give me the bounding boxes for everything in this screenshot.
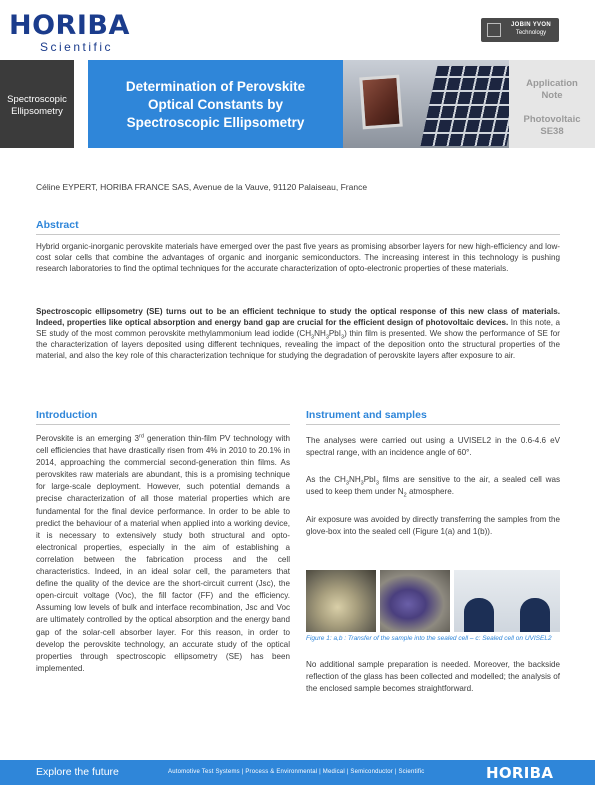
instrument-heading: Instrument and samples — [306, 409, 427, 421]
figure-1c-image — [454, 570, 560, 632]
category-label — [0, 60, 74, 148]
badge-line-1: JOBIN YVON — [511, 22, 551, 28]
ellipsometer-arm-left — [464, 598, 494, 632]
perovskite-sample-image — [359, 75, 403, 130]
introduction-paragraph: Perovskite is an emerging 3rd generation thin-film PV technology with cell efficiencies that have drastically risen from 4% in 2010 to 20.1% in 2014, approaching the commercial second-generation thin films. As perovskites raw materials are abundant, this is a promising technique for large-scale deployment. However, such potential demands a precise characterization of all those material properties which are fundamental for the final device performance. In order to be able to predict the behaviour of a material when applied into a working device, it is necessary to extensively study both structural and opto-electronical properties, especially in the aim of establishing a correlation between the fabrication process and the cell characteristics. Indeed, in an ideal solar cell, the parameters that define the quality of the device are the short-circuit current (Jsc), the open-circuit voltage (Voc), the fill factor (FF) and the efficiency. Assuming low levels of bulk and interface recombination, Jsc and Voc are ultimately controlled by the optical absorption and the energy band gap of the solar-cell absorber layer. For this reason, in order to develop the perovskite technology, an accurate study of the optical properties through spectroscopic ellipsometry (SE) has been implemented. — [36, 433, 290, 673]
ellipsometer-arm-right — [520, 598, 550, 632]
figure-1a-image — [306, 570, 376, 632]
category-line-2: Ellipsometry — [11, 106, 63, 117]
introduction-rule — [36, 424, 290, 425]
instrument-paragraph-2: As the $CH_3NH_3PbI_3$ films are sensitive to the air, a sealed cell was used to keep them under $N_2$ atmosphere. — [306, 475, 561, 499]
instrument-paragraph-3: Air exposure was avoided by directly transferring the samples from the glove-box into the sealed cell (Figure 1(a) and 1(b)). — [306, 515, 560, 537]
instrument-paragraph-4: No additional sample preparation is needed. Moreover, the backside reflection of the glass has been collected and modelled; the analysis of the enclosed sample becomes straightforward. — [306, 660, 560, 694]
document-title — [88, 60, 343, 148]
abstract-paragraph-2: Spectroscopic ellipsometry (SE) turns out to be an efficient technique to study the optical response of this new class of materials. Indeed, properties like optical absorption and energy band gap are crucial for the efficient design of photovoltaic devices. In this note, a SE study of the most common perovskite methylammonium lead iodide $(CH_3NH_3PbI_3)$ thin film is presented. We show the performance of SE for the characterization of layers deposited using different techniques, revealing the impact of the deposition onto the structural properties of the material, and also the key role of this characterization technique for studying the degradation of perovskite layers after exposure to air. — [36, 307, 561, 361]
footer-logo: HORIBA — [486, 764, 554, 782]
logo-wordmark: HORIBA — [9, 10, 130, 41]
title-line-3: Spectroscopic Ellipsometry — [126, 115, 305, 130]
abstract-bold-lead: Spectroscopic ellipsometry (SE) turns out to be an efficient technique to study the optical response of this new class of materials. Indeed, properties like optical absorption and energy band gap are crucial for the efficient design of photovoltaic devices. — [36, 307, 560, 328]
author-line: Céline EYPERT, HORIBA FRANCE SAS, Avenue de la Vauve, 91120 Palaiseau, France — [36, 182, 368, 192]
jobin-yvon-badge — [481, 18, 559, 42]
note-line-4: SE38 — [540, 126, 564, 137]
note-line-3: Photovoltaic — [523, 114, 581, 125]
figure-1b-image — [380, 570, 450, 632]
jobin-yvon-mark-icon — [487, 23, 501, 37]
page-footer — [0, 760, 595, 785]
note-line-1: Application — [526, 78, 578, 89]
application-note-label — [509, 60, 595, 148]
title-band — [0, 60, 595, 148]
footer-divisions: Automotive Test Systems | Process & Environmental | Medical | Semiconductor | Scientific — [168, 769, 425, 775]
horiba-logo — [9, 12, 130, 54]
abstract-rule — [36, 234, 560, 235]
introduction-heading: Introduction — [36, 409, 98, 421]
abstract-heading: Abstract — [36, 219, 79, 231]
title-line-1: Determination of Perovskite — [125, 79, 306, 94]
note-line-2: Note — [541, 90, 563, 101]
abstract-paragraph-1: Hybrid organic-inorganic perovskite materials have emerged over the past five years as promising absorber layers for new high-efficiency and low-cost solar cells that combine the advantages of organic and inorganic semiconductors. The increasing interest in this technology is pushing research laboratories to find the optimal techniques for the accurate characterization of opto-electronic properties of these materials. — [36, 242, 560, 274]
badge-line-2: Technology — [515, 30, 547, 36]
logo-subtitle: Scientific — [40, 40, 114, 54]
solar-panel-image — [420, 66, 509, 146]
instrument-paragraph-1: The analyses were carried out using a UVISEL2 in the 0.6-4.6 eV spectral range, with an incidence angle of 60°. — [306, 436, 560, 458]
figure-1 — [306, 570, 560, 632]
figure-1-caption: Figure 1: a,b : Transfer of the sample into the sealed cell – c: Sealed cell on UVISEL2 — [306, 635, 552, 642]
footer-tagline: Explore the future — [36, 766, 119, 778]
instrument-rule — [306, 424, 560, 425]
category-line-1: Spectroscopic — [7, 94, 67, 105]
jobin-yvon-text — [505, 21, 557, 37]
title-line-2: Optical Constants by — [147, 97, 284, 112]
header-photo — [343, 60, 509, 148]
